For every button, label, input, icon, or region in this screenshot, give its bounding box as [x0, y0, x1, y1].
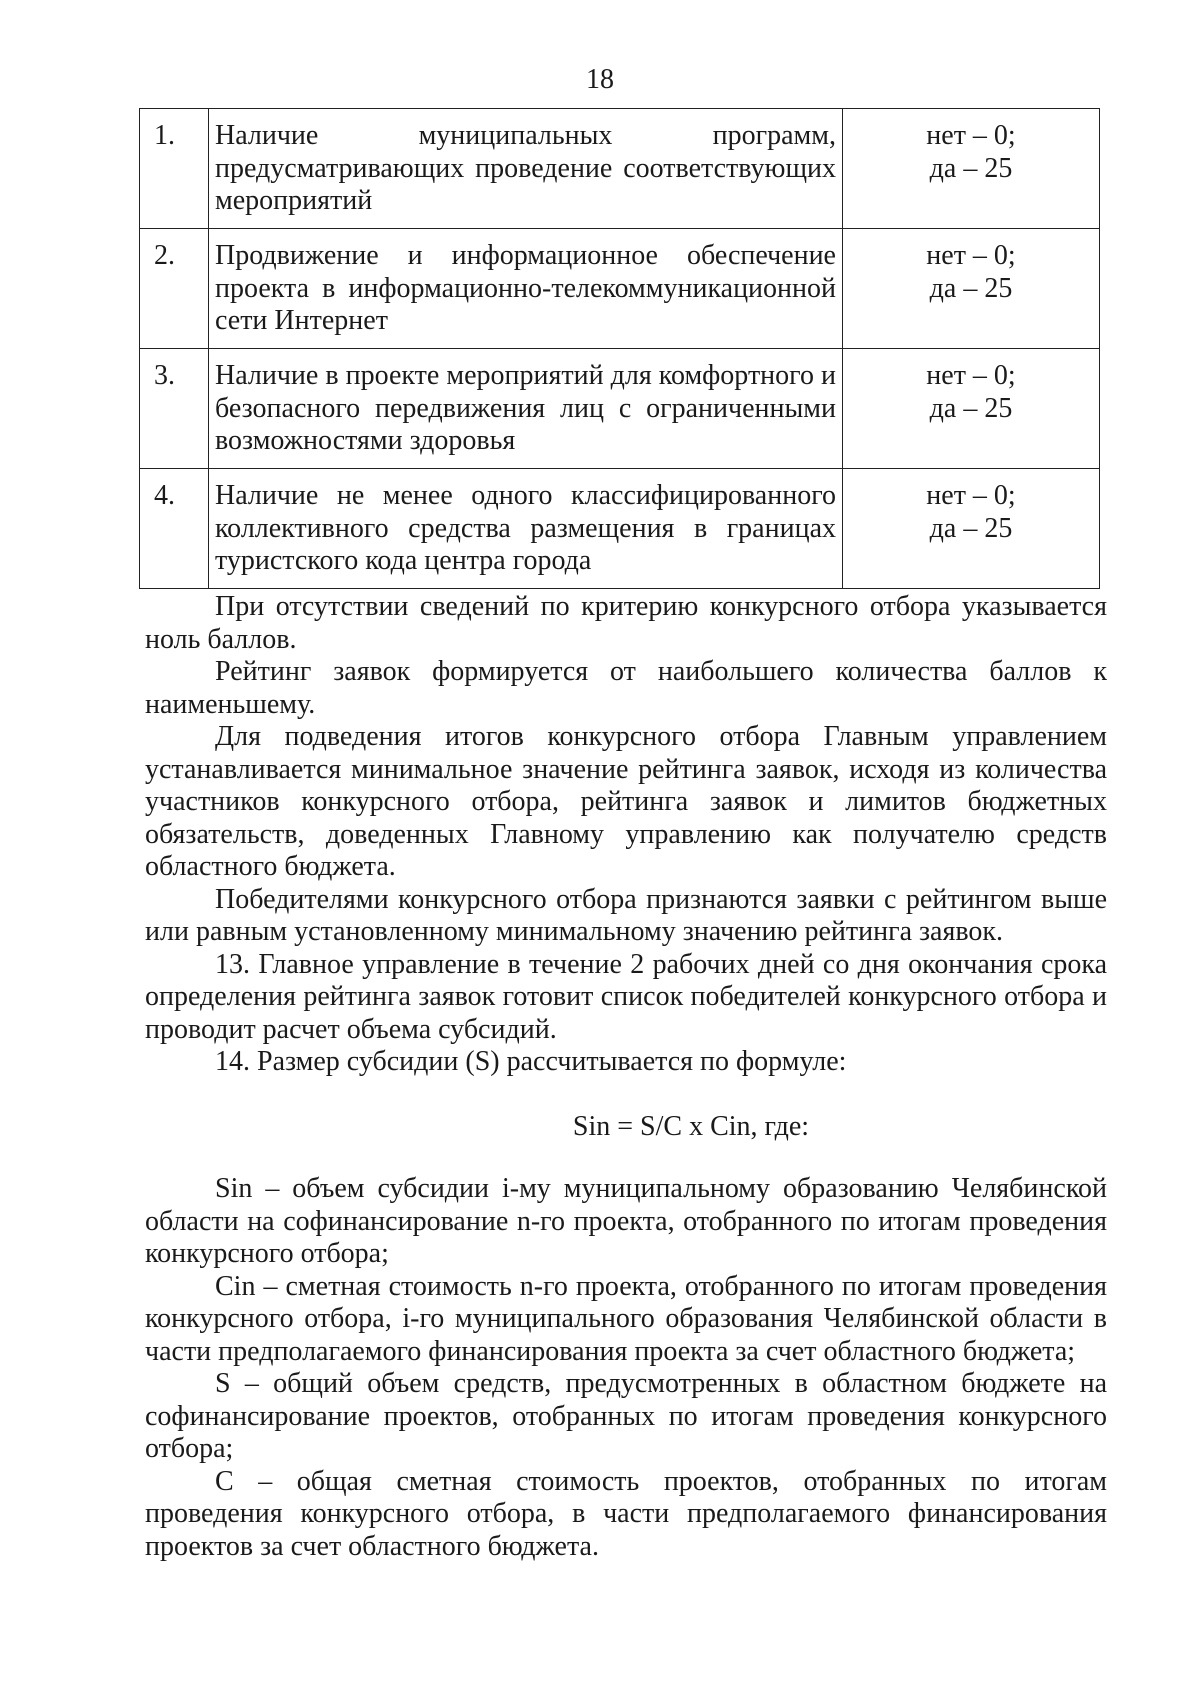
paragraph: 14. Размер субсидии (S) рассчитывается по формуле:	[215, 1046, 847, 1077]
paragraph: Рейтинг заявок формируется от наибольшего количества баллов к наименьшему.	[145, 656, 1107, 720]
paragraph: 13. Главное управление в течение 2 рабочих дней со дня окончания срока определения рейтинга заявок готовит список победителей конкурсного отбора и проводит расчет объема субсидий.	[145, 948, 1107, 1045]
criterion-text: Продвижение и информационное обеспечение проекта в информационно-телекоммуникационной сети Интернет	[209, 229, 843, 349]
page-number: 18	[586, 64, 614, 95]
score-no: нет – 0;	[926, 120, 1016, 151]
table-row	[140, 229, 1100, 349]
body-text	[145, 591, 1107, 1563]
formula: Sin = S/C x Cin, где:	[572, 1110, 810, 1142]
paragraph: При отсутствии сведений по критерию конкурсного отбора указывается ноль баллов.	[145, 591, 1107, 655]
score-cell	[843, 469, 1100, 589]
score-no: нет – 0;	[926, 360, 1016, 391]
row-number: 4.	[140, 469, 209, 589]
paragraph: Cin – сметная стоимость n-го проекта, отобранного по итогам проведения конкурсного отбора, i-го муниципального образования Челябинской области в части предполагаемого финансирования проекта за счет областного бюджета;	[145, 1270, 1107, 1367]
table-row	[140, 109, 1100, 229]
table-row	[140, 349, 1100, 469]
row-number: 2.	[140, 229, 209, 349]
table-row	[140, 469, 1100, 589]
paragraph: Для подведения итогов конкурсного отбора Главным управлением устанавливается минимальное значение рейтинга заявок, исходя из количества участников конкурсного отбора, рейтинга заявок и лимитов бюджетных обязательств, доведенных Главному управлению как получателю средств областного бюджета.	[145, 721, 1107, 882]
criterion-text: Наличие муниципальных программ, предусматривающих проведение соответствующих мероприятий	[209, 109, 843, 229]
paragraph: Sin – объем субсидии i-му муниципальному образованию Челябинской области на софинансирование n-го проекта, отобранного по итогам проведения конкурсного отбора;	[145, 1173, 1107, 1269]
score-cell	[843, 109, 1100, 229]
score-cell	[843, 229, 1100, 349]
score-no: нет – 0;	[926, 480, 1016, 511]
criteria-table	[139, 108, 1100, 589]
score-no: нет – 0;	[926, 240, 1016, 271]
score-yes: да – 25	[929, 392, 1013, 424]
score-yes: да – 25	[929, 272, 1013, 304]
criterion-text: Наличие в проекте мероприятий для комфортного и безопасного передвижения лиц с ограниченными возможностями здоровья	[209, 349, 843, 469]
paragraph: S – общий объем средств, предусмотренных в областном бюджете на софинансирование проектов, отобранных по итогам проведения конкурсного отбора;	[145, 1368, 1107, 1464]
score-yes: да – 25	[929, 152, 1013, 184]
row-number: 3.	[140, 349, 209, 469]
score-cell	[843, 349, 1100, 469]
row-number: 1.	[140, 109, 209, 229]
paragraph: C – общая сметная стоимость проектов, отобранных по итогам проведения конкурсного отбора, в части предполагаемого финансирования проектов за счет областного бюджета.	[145, 1465, 1107, 1562]
criterion-text: Наличие не менее одного классифицированного коллективного средства размещения в границах туристского кода центра города	[209, 469, 843, 589]
paragraph: Победителями конкурсного отбора признаются заявки с рейтингом выше или равным установленному минимальному значению рейтинга заявок.	[145, 883, 1107, 947]
score-yes: да – 25	[929, 512, 1013, 544]
